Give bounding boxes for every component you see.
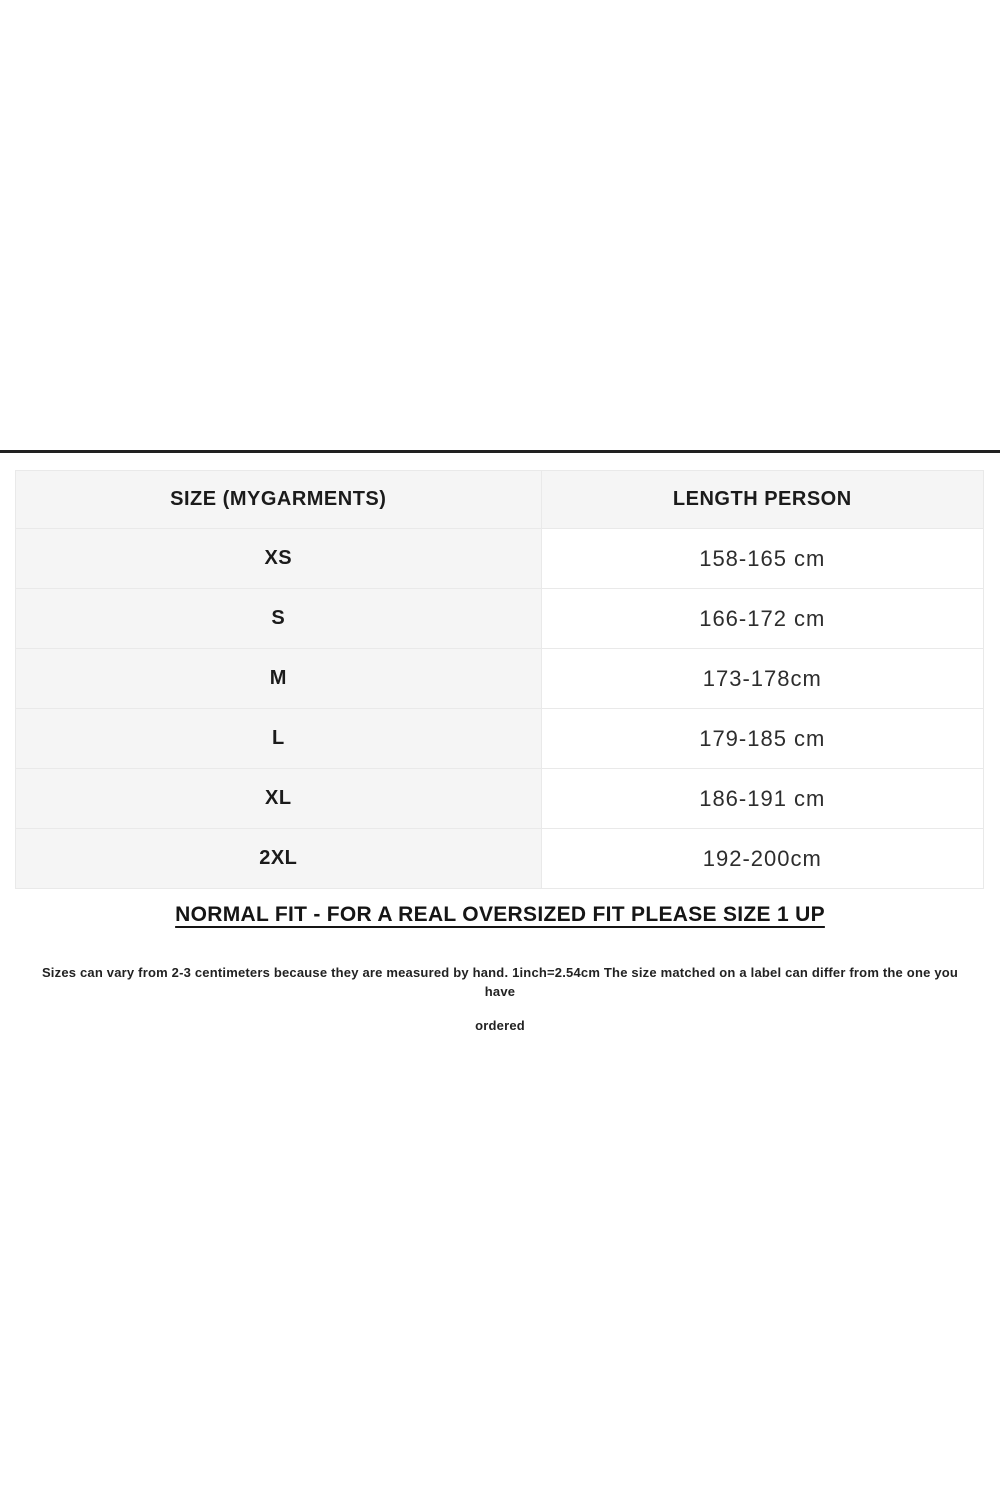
size-label-xs: XS [16,529,542,589]
length-value-m: 173-178cm [541,649,983,709]
length-value-2xl: 192-200cm [541,829,983,889]
size-label-s: S [16,589,542,649]
table-row [16,589,984,649]
size-chart-table [15,470,984,889]
fit-heading: NORMAL FIT - FOR A REAL OVERSIZED FIT PLEASE SIZE 1 UP [175,903,825,926]
size-label-2xl: 2XL [16,829,542,889]
table-row [16,769,984,829]
top-divider [0,450,1000,453]
size-label-l: L [16,709,542,769]
fit-note [30,963,970,1035]
column-header-length: LENGTH PERSON [541,471,983,529]
fit-note-line-2: ordered [475,1018,525,1033]
table-header-row [16,471,984,529]
length-value-xs: 158-165 cm [541,529,983,589]
size-label-xl: XL [16,769,542,829]
size-label-m: M [16,649,542,709]
table-row [16,529,984,589]
table-row [16,649,984,709]
length-value-l: 179-185 cm [541,709,983,769]
table-row [16,829,984,889]
length-value-s: 166-172 cm [541,589,983,649]
length-value-xl: 186-191 cm [541,769,983,829]
column-header-size: SIZE (MYGARMENTS) [16,471,542,529]
fit-note-line-1: Sizes can vary from 2-3 centimeters because they are measured by hand. 1inch=2.54cm The size matched on a label can differ from the one you have [41,965,959,999]
table-row [16,709,984,769]
